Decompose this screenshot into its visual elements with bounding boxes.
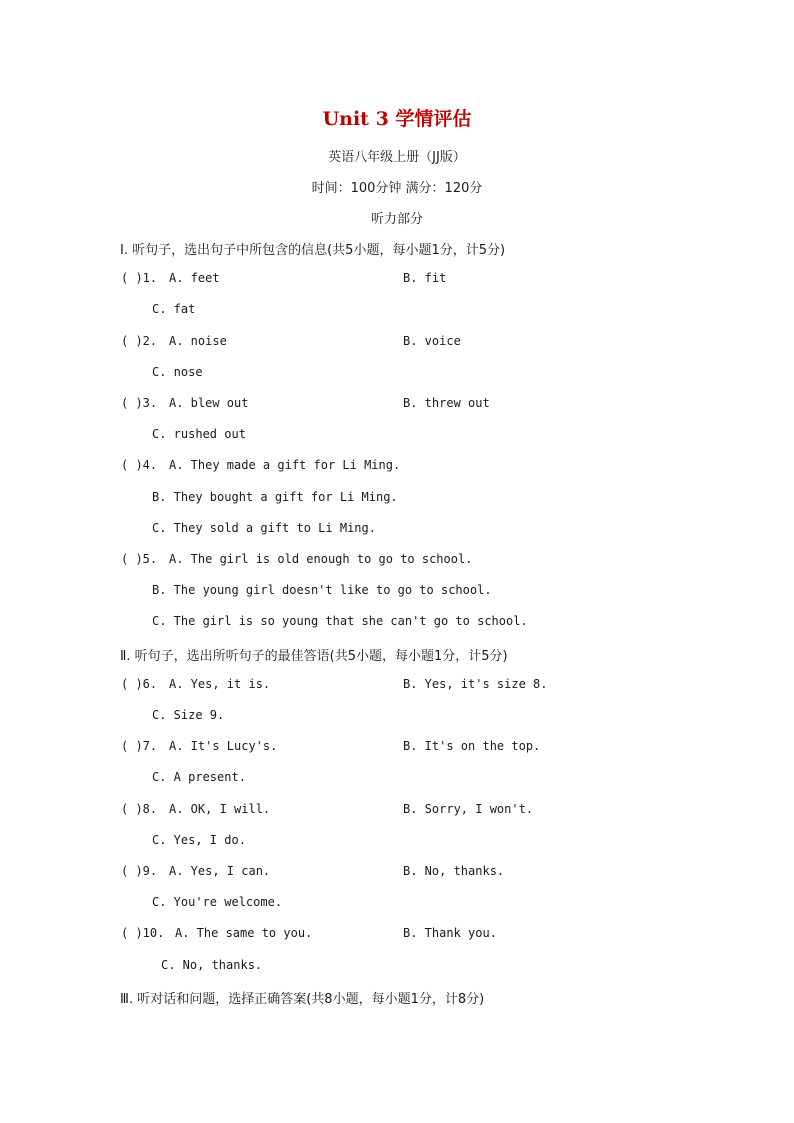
question-1-option-c: C. fat [152, 302, 196, 316]
question-4-number: ( )4. [121, 458, 158, 472]
question-10-option-c: C. No, thanks. [161, 958, 263, 972]
section-3-heading: Ⅲ. 听对话和问题，选择正确答案(共8小题，每小题1分，计8分) [120, 992, 485, 1007]
question-6-option-c: C. Size 9. [152, 708, 225, 722]
question-7-option-b: B. It's on the top. [403, 739, 541, 753]
question-10-number: ( )10. [121, 926, 165, 940]
question-1-option-a: A. feet [169, 271, 220, 285]
question-8-option-b: B. Sorry, I won't. [403, 802, 534, 816]
question-9-option-b: B. No, thanks. [403, 864, 505, 878]
question-2-option-b: B. voice [403, 334, 461, 348]
question-6-option-a: A. Yes, it is. [169, 677, 271, 691]
part-heading: 听力部分 [370, 212, 423, 227]
question-1-option-b: B. fit [403, 271, 447, 285]
question-4-option-a: A. They made a gift for Li Ming. [169, 458, 401, 472]
question-5-option-a: A. The girl is old enough to go to school. [169, 552, 473, 566]
subtitle: 英语八年级上册（JJ版） [328, 150, 466, 165]
question-3-option-a: A. blew out [169, 396, 249, 410]
exam-meta: 时间：100分钟 满分：120分 [311, 181, 483, 196]
question-2-option-c: C. nose [152, 365, 203, 379]
question-4-option-b: B. They bought a gift for Li Ming. [152, 490, 398, 504]
question-8-option-c: C. Yes, I do. [152, 833, 246, 847]
question-1-number: ( )1. [121, 271, 158, 285]
question-8-option-a: A. OK, I will. [169, 802, 271, 816]
question-2-option-a: A. noise [169, 334, 227, 348]
page-title: Unit 3 学情评估 [322, 108, 472, 130]
question-2-number: ( )2. [121, 334, 158, 348]
question-4-option-c: C. They sold a gift to Li Ming. [152, 521, 376, 535]
question-6-number: ( )6. [121, 677, 158, 691]
question-10-option-b: B. Thank you. [403, 926, 497, 940]
question-5-number: ( )5. [121, 552, 158, 566]
question-7-number: ( )7. [121, 739, 158, 753]
question-6-option-b: B. Yes, it's size 8. [403, 677, 548, 691]
question-5-option-b: B. The young girl doesn't like to go to school. [152, 583, 492, 597]
section-1-heading: Ⅰ. 听句子，选出句子中所包含的信息(共5小题，每小题1分，计5分) [120, 243, 506, 258]
question-10-option-a: A. The same to you. [175, 926, 313, 940]
question-9-number: ( )9. [121, 864, 158, 878]
question-3-option-b: B. threw out [403, 396, 490, 410]
question-3-option-c: C. rushed out [152, 427, 246, 441]
question-9-option-c: C. You're welcome. [152, 895, 283, 909]
question-9-option-a: A. Yes, I can. [169, 864, 271, 878]
question-7-option-a: A. It's Lucy's. [169, 739, 278, 753]
section-2-heading: Ⅱ. 听句子，选出所听句子的最佳答语(共5小题，每小题1分，计5分) [120, 649, 508, 664]
question-5-option-c: C. The girl is so young that she can't go to school. [152, 614, 528, 628]
question-7-option-c: C. A present. [152, 770, 246, 784]
question-8-number: ( )8. [121, 802, 158, 816]
question-3-number: ( )3. [121, 396, 158, 410]
